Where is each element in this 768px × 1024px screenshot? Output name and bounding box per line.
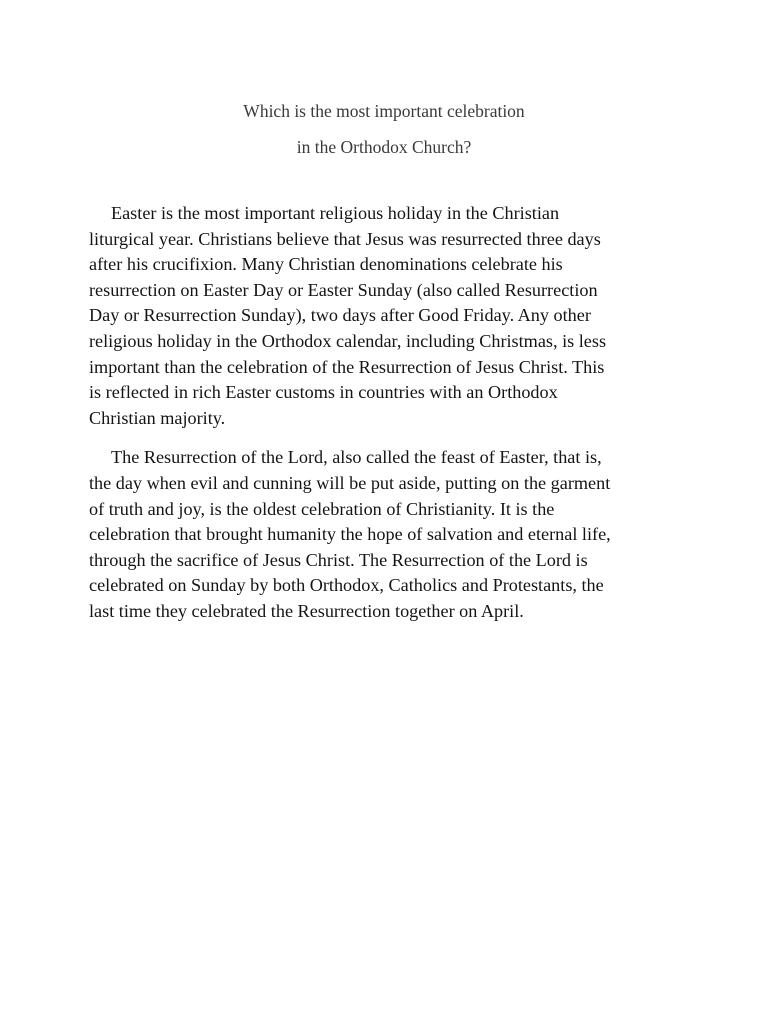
paragraph-line: The Resurrection of the Lord, also called the feast of Easter, that is, <box>111 447 602 468</box>
paragraph-line: resurrection on Easter Day or Easter Sunday (also called Resurrection <box>89 279 598 300</box>
paragraph-line: Day or Resurrection Sunday), two days after Good Friday. Any other <box>89 305 591 326</box>
document-body <box>89 201 679 639</box>
paragraph-2 <box>89 445 679 624</box>
paragraph-line: last time they celebrated the Resurrection together on April. <box>89 600 524 621</box>
page-title <box>0 93 768 165</box>
paragraph-line: celebration that brought humanity the hope of salvation and eternal life, <box>89 524 611 545</box>
paragraph-line: important than the celebration of the Resurrection of Jesus Christ. This <box>89 356 605 377</box>
paragraph-1 <box>89 201 679 431</box>
paragraph-line: the day when evil and cunning will be put aside, putting on the garment <box>89 472 611 493</box>
paragraph-line: Easter is the most important religious holiday in the Christian <box>111 203 560 223</box>
paragraph-line: is reflected in rich Easter customs in countries with an Orthodox <box>89 382 558 403</box>
paragraph-line: liturgical year. Christians believe that Jesus was resurrected three days <box>89 228 601 249</box>
paragraph-line: after his crucifixion. Many Christian denominations celebrate his <box>89 254 563 275</box>
title-line-2: in the Orthodox Church? <box>296 137 472 157</box>
paragraph-line: celebrated on Sunday by both Orthodox, Catholics and Protestants, the <box>89 575 604 596</box>
paragraph-line: Christian majority. <box>89 407 226 428</box>
paragraph-line: of truth and joy, is the oldest celebration of Christianity. It is the <box>89 498 555 519</box>
paragraph-line: through the sacrifice of Jesus Christ. The Resurrection of the Lord is <box>89 549 588 570</box>
title-line-1: Which is the most important celebration <box>243 101 525 121</box>
paragraph-line: religious holiday in the Orthodox calendar, including Christmas, is less <box>89 330 607 351</box>
